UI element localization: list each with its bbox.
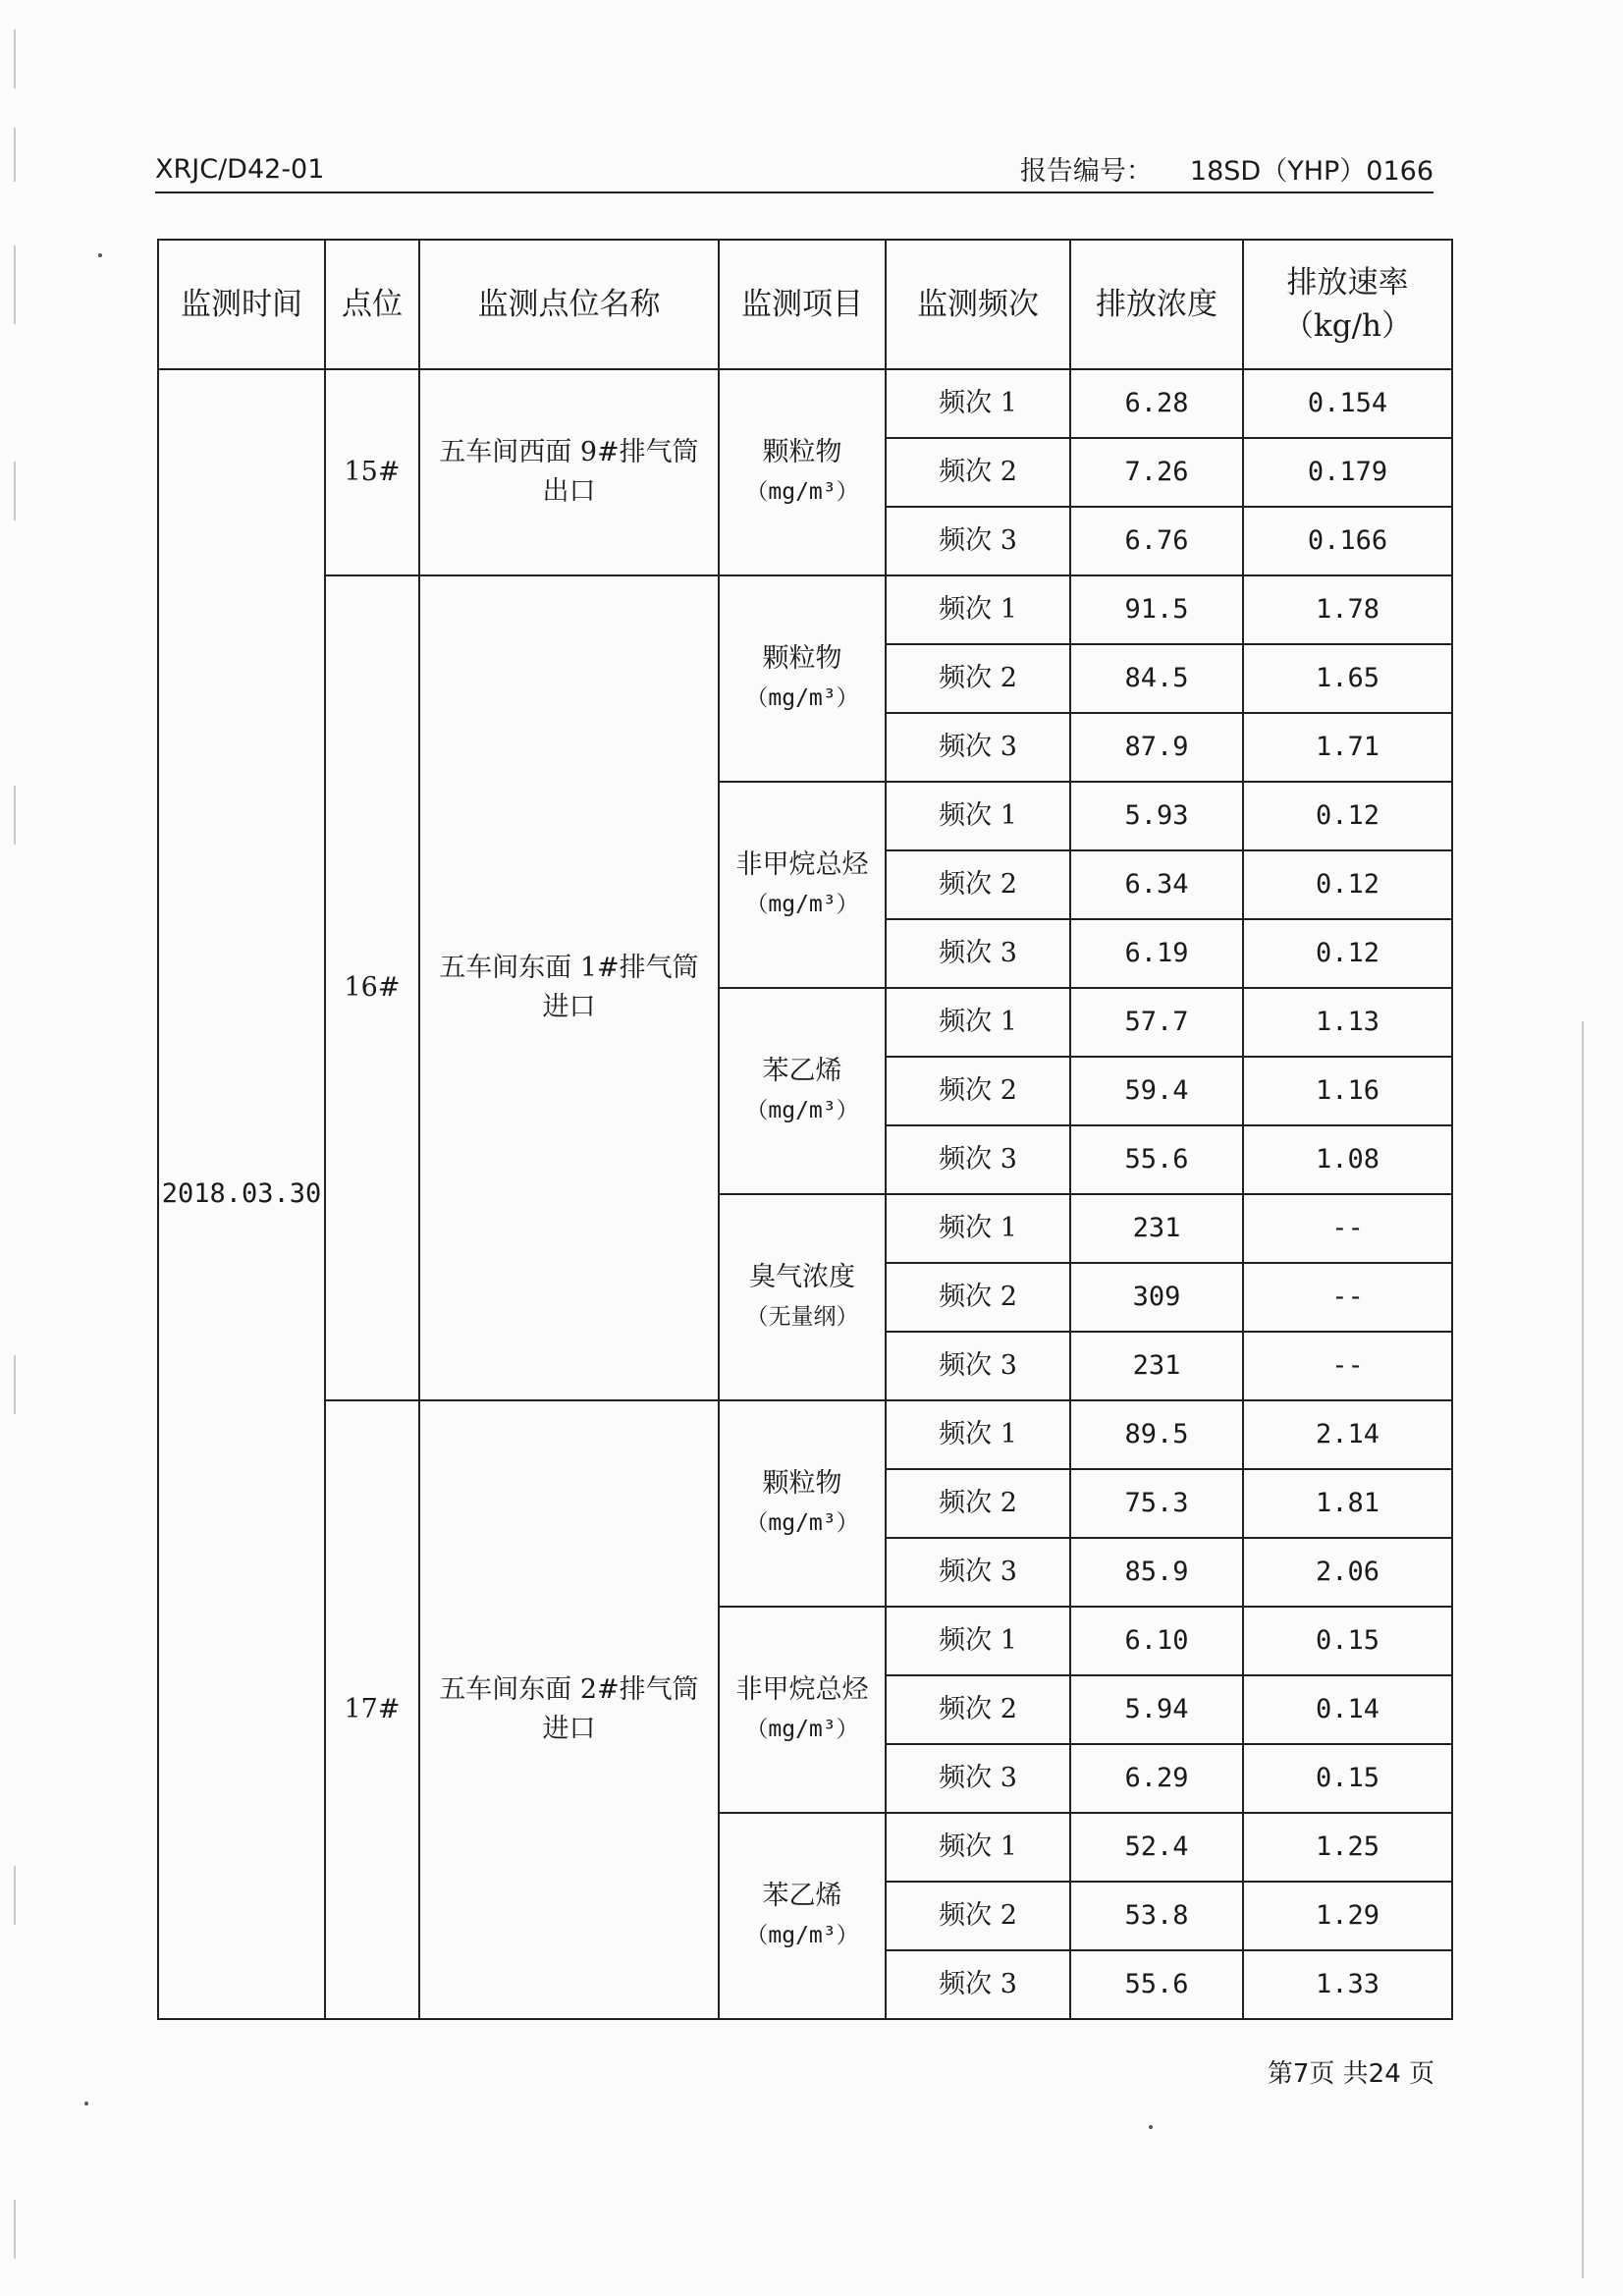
monitoring-item xyxy=(719,575,886,782)
location-name xyxy=(419,1400,719,2019)
rate-cell: 0.179 xyxy=(1243,438,1452,507)
frequency-cell: 频次 3 xyxy=(886,1950,1070,2019)
header-divider xyxy=(155,191,1434,193)
report-number-value: 18SD（YHP）0166 xyxy=(1189,156,1434,187)
table-row xyxy=(158,369,1452,438)
header-emission-rate-unit: （kg/h） xyxy=(1282,308,1413,344)
location-name xyxy=(419,369,719,575)
item-name: 颗粒物 xyxy=(762,643,842,674)
frequency-cell: 频次 3 xyxy=(886,507,1070,575)
rate-cell: 2.14 xyxy=(1243,1400,1452,1469)
header-point: 点位 xyxy=(325,240,419,369)
concentration-cell: 6.34 xyxy=(1070,850,1243,919)
document-code: XRJC/D42-01 xyxy=(155,154,325,185)
table-row xyxy=(158,1400,1452,1469)
page-number: 第7页 共24 页 xyxy=(1267,2059,1434,2089)
frequency-cell: 频次 1 xyxy=(886,988,1070,1057)
item-unit: （mg/m³） xyxy=(745,1098,859,1123)
rate-cell: 1.29 xyxy=(1243,1882,1452,1950)
monitoring-item xyxy=(719,988,886,1194)
concentration-cell: 6.28 xyxy=(1070,369,1243,438)
item-name: 苯乙烯 xyxy=(762,1881,842,1911)
item-unit: （mg/m³） xyxy=(745,892,859,917)
point-id: 17# xyxy=(325,1400,419,2019)
frequency-cell: 频次 1 xyxy=(886,1813,1070,1882)
concentration-cell: 57.7 xyxy=(1070,988,1243,1057)
rate-cell: 0.14 xyxy=(1243,1675,1452,1744)
frequency-cell: 频次 3 xyxy=(886,919,1070,988)
concentration-cell: 6.19 xyxy=(1070,919,1243,988)
scan-edge-mark xyxy=(1582,1021,1584,2278)
item-name: 颗粒物 xyxy=(762,1468,842,1499)
rate-cell: 0.15 xyxy=(1243,1744,1452,1813)
location-name xyxy=(419,575,719,1400)
item-name: 苯乙烯 xyxy=(762,1056,842,1086)
rate-cell: 1.71 xyxy=(1243,713,1452,782)
rate-cell: -- xyxy=(1243,1194,1452,1263)
rate-cell: 1.65 xyxy=(1243,644,1452,713)
monitoring-item xyxy=(719,782,886,988)
scan-edge-mark xyxy=(14,462,16,520)
location-line-2: 进口 xyxy=(542,1714,596,1744)
item-name: 非甲烷总烃 xyxy=(735,849,869,880)
item-unit: （mg/m³） xyxy=(745,685,859,711)
header-monitoring-time: 监测时间 xyxy=(158,240,325,369)
rate-cell: 0.166 xyxy=(1243,507,1452,575)
item-unit: （无量纲） xyxy=(745,1304,859,1330)
header-emission-rate xyxy=(1243,240,1452,369)
concentration-cell: 85.9 xyxy=(1070,1538,1243,1607)
point-id: 16# xyxy=(325,575,419,1400)
table-header-row xyxy=(158,240,1452,369)
frequency-cell: 频次 1 xyxy=(886,1607,1070,1675)
concentration-cell: 309 xyxy=(1070,1263,1243,1332)
scan-speck xyxy=(1149,2125,1153,2129)
frequency-cell: 频次 3 xyxy=(886,1332,1070,1400)
location-line-2: 出口 xyxy=(542,476,596,507)
monitoring-item xyxy=(719,369,886,575)
rate-cell: 1.78 xyxy=(1243,575,1452,644)
monitoring-item xyxy=(719,1400,886,1607)
concentration-cell: 231 xyxy=(1070,1194,1243,1263)
rate-cell: 2.06 xyxy=(1243,1538,1452,1607)
frequency-cell: 频次 3 xyxy=(886,1744,1070,1813)
location-line-1: 五车间西面 9#排气筒 xyxy=(439,437,699,467)
concentration-cell: 231 xyxy=(1070,1332,1243,1400)
header-emission-rate-label: 排放速率 xyxy=(1286,265,1409,301)
rate-cell: 0.12 xyxy=(1243,782,1452,850)
concentration-cell: 6.29 xyxy=(1070,1744,1243,1813)
monitoring-item xyxy=(719,1194,886,1400)
frequency-cell: 频次 2 xyxy=(886,1263,1070,1332)
item-name: 非甲烷总烃 xyxy=(735,1674,869,1705)
item-unit: （mg/m³） xyxy=(745,1510,859,1536)
concentration-cell: 52.4 xyxy=(1070,1813,1243,1882)
monitoring-date: 2018.03.30 xyxy=(158,369,325,2019)
frequency-cell: 频次 3 xyxy=(886,1538,1070,1607)
rate-cell: -- xyxy=(1243,1263,1452,1332)
monitoring-results-table xyxy=(157,239,1453,2020)
header-location-name: 监测点位名称 xyxy=(419,240,719,369)
rate-cell: 1.25 xyxy=(1243,1813,1452,1882)
rate-cell: -- xyxy=(1243,1332,1452,1400)
point-id: 15# xyxy=(325,369,419,575)
concentration-cell: 91.5 xyxy=(1070,575,1243,644)
concentration-cell: 6.10 xyxy=(1070,1607,1243,1675)
frequency-cell: 频次 3 xyxy=(886,713,1070,782)
frequency-cell: 频次 2 xyxy=(886,1469,1070,1538)
scan-edge-mark xyxy=(14,128,16,182)
report-number xyxy=(1020,149,1434,188)
concentration-cell: 87.9 xyxy=(1070,713,1243,782)
scan-edge-mark xyxy=(14,29,16,88)
scan-edge-mark xyxy=(14,786,16,845)
concentration-cell: 5.93 xyxy=(1070,782,1243,850)
concentration-cell: 75.3 xyxy=(1070,1469,1243,1538)
scan-speck xyxy=(98,253,102,257)
concentration-cell: 89.5 xyxy=(1070,1400,1243,1469)
item-unit: （mg/m³） xyxy=(745,1923,859,1948)
frequency-cell: 频次 2 xyxy=(886,644,1070,713)
concentration-cell: 6.76 xyxy=(1070,507,1243,575)
scan-edge-mark xyxy=(14,1355,16,1414)
frequency-cell: 频次 2 xyxy=(886,1057,1070,1125)
concentration-cell: 5.94 xyxy=(1070,1675,1243,1744)
concentration-cell: 59.4 xyxy=(1070,1057,1243,1125)
frequency-cell: 频次 3 xyxy=(886,1125,1070,1194)
rate-cell: 0.154 xyxy=(1243,369,1452,438)
concentration-cell: 55.6 xyxy=(1070,1125,1243,1194)
rate-cell: 0.12 xyxy=(1243,919,1452,988)
rate-cell: 1.81 xyxy=(1243,1469,1452,1538)
scan-speck xyxy=(84,2102,88,2105)
rate-cell: 0.15 xyxy=(1243,1607,1452,1675)
frequency-cell: 频次 1 xyxy=(886,575,1070,644)
item-name: 臭气浓度 xyxy=(749,1262,855,1292)
monitoring-item xyxy=(719,1813,886,2019)
report-number-label: 报告编号： xyxy=(1019,156,1153,187)
header-frequency: 监测频次 xyxy=(886,240,1070,369)
frequency-cell: 频次 1 xyxy=(886,369,1070,438)
concentration-cell: 55.6 xyxy=(1070,1950,1243,2019)
rate-cell: 1.08 xyxy=(1243,1125,1452,1194)
item-unit: （mg/m³） xyxy=(745,479,859,505)
frequency-cell: 频次 2 xyxy=(886,438,1070,507)
location-line-1: 五车间东面 2#排气筒 xyxy=(439,1674,699,1705)
frequency-cell: 频次 2 xyxy=(886,1882,1070,1950)
table-row xyxy=(158,575,1452,644)
rate-cell: 1.33 xyxy=(1243,1950,1452,2019)
concentration-cell: 84.5 xyxy=(1070,644,1243,713)
frequency-cell: 频次 1 xyxy=(886,1400,1070,1469)
frequency-cell: 频次 1 xyxy=(886,1194,1070,1263)
header-concentration: 排放浓度 xyxy=(1070,240,1243,369)
location-line-1: 五车间东面 1#排气筒 xyxy=(439,953,699,983)
scan-edge-mark xyxy=(14,2200,16,2259)
item-name: 颗粒物 xyxy=(762,437,842,467)
monitoring-item xyxy=(719,1607,886,1813)
concentration-cell: 7.26 xyxy=(1070,438,1243,507)
frequency-cell: 频次 1 xyxy=(886,782,1070,850)
concentration-cell: 53.8 xyxy=(1070,1882,1243,1950)
rate-cell: 1.13 xyxy=(1243,988,1452,1057)
frequency-cell: 频次 2 xyxy=(886,850,1070,919)
scan-edge-mark xyxy=(14,246,16,324)
scan-edge-mark xyxy=(14,1866,16,1925)
item-unit: （mg/m³） xyxy=(745,1717,859,1742)
rate-cell: 1.16 xyxy=(1243,1057,1452,1125)
rate-cell: 0.12 xyxy=(1243,850,1452,919)
frequency-cell: 频次 2 xyxy=(886,1675,1070,1744)
header-monitoring-item: 监测项目 xyxy=(719,240,886,369)
location-line-2: 进口 xyxy=(542,992,596,1022)
